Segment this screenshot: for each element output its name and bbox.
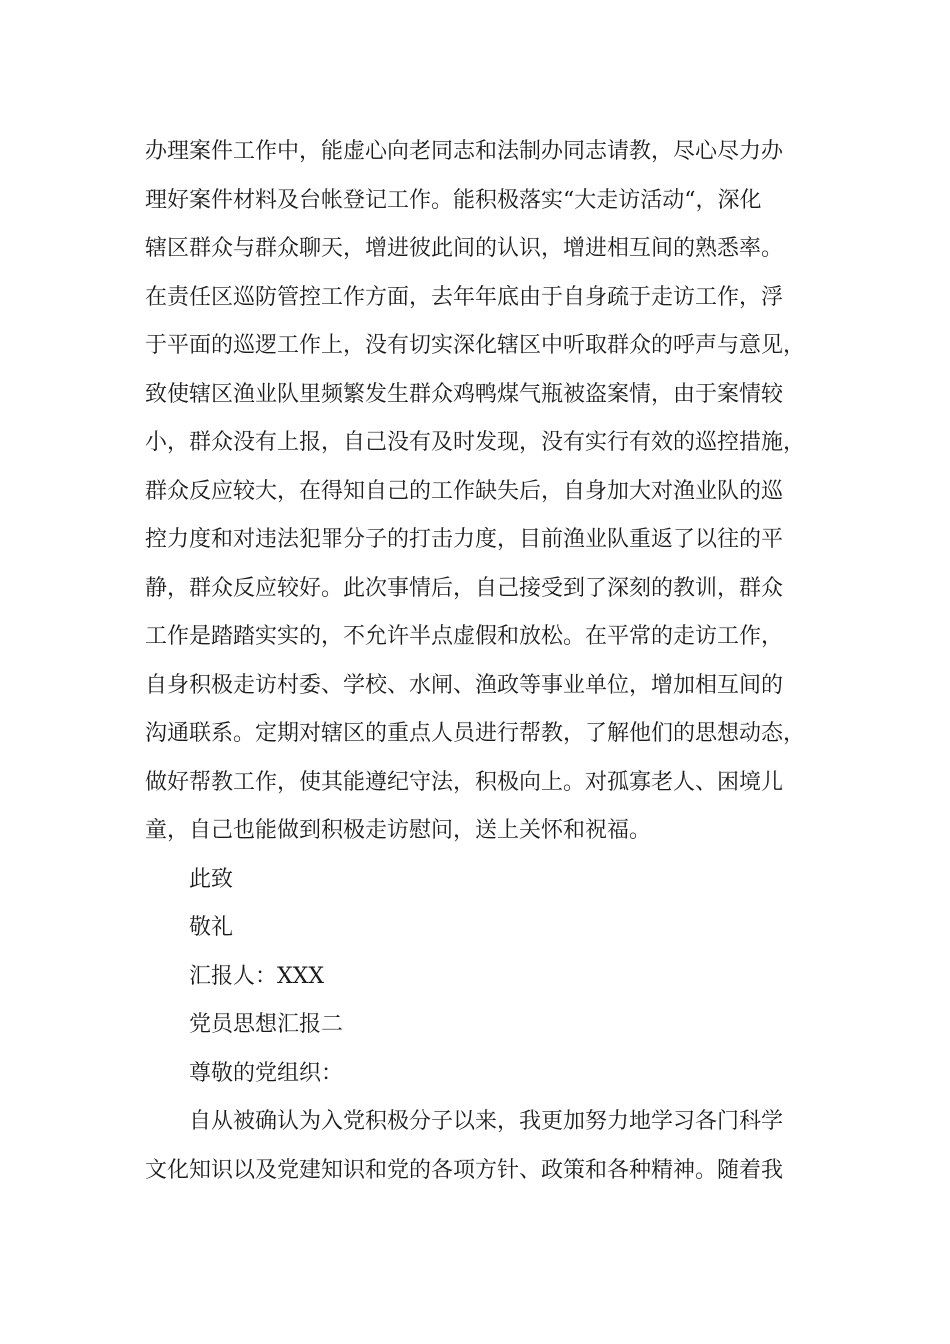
body-line: 自身积极走访村委、学校、水闸、渔政等事业单位，增加相互间的 — [145, 672, 784, 698]
body-line: 理好案件材料及台帐登记工作。能积极落实“大走访活动“，深化 — [145, 187, 762, 213]
body-line: 做好帮教工作，使其能遵纪守法，积极向上。对孤寡老人、困境儿 — [145, 769, 784, 795]
body-line: 文化知识以及党建知识和党的各项方针、政策和各种精神。随着我 — [145, 1157, 784, 1183]
closing-jing-li: 敬礼 — [189, 915, 234, 940]
closing-ci-zhi: 此致 — [189, 866, 234, 892]
salutation: 尊敬的党组织： — [189, 1060, 344, 1086]
body-line: 辖区群众与群众聊天，增进彼此间的认识，增进相互间的熟悉率。 — [145, 236, 784, 261]
body-line: 沟通联系。定期对辖区的重点人员进行帮教，了解他们的思想动态， — [145, 721, 806, 746]
body-line: 在责任区巡防管控工作方面，去年年底由于自身疏于走访工作，浮 — [145, 284, 784, 310]
reporter-line: 汇报人：XXX — [189, 963, 324, 989]
document-body — [145, 128, 825, 1195]
body-line: 小，群众没有上报，自己没有及时发现，没有实行有效的巡控措施， — [145, 430, 806, 455]
section-title: 党员思想汇报二 — [189, 1012, 344, 1037]
body-line: 静，群众反应较好。此次事情后，自己接受到了深刻的教训，群众 — [145, 575, 784, 601]
body-line: 办理案件工作中，能虚心向老同志和法制办同志请教，尽心尽力办 — [145, 139, 784, 164]
body-line: 自从被确认为入党积极分子以来，我更加努力地学习各门科学 — [189, 1109, 784, 1134]
body-line: 于平面的巡逻工作上，没有切实深化辖区中听取群众的呼声与意见， — [145, 333, 806, 358]
body-line: 控力度和对违法犯罪分子的打击力度，目前渔业队重返了以往的平 — [145, 527, 784, 552]
body-line: 工作是踏踏实实的，不允许半点虚假和放松。在平常的走访工作， — [145, 624, 784, 649]
body-line: 致使辖区渔业队里频繁发生群众鸡鸭煤气瓶被盗案情，由于案情较 — [145, 381, 784, 407]
body-line: 群众反应较大，在得知自己的工作缺失后，自身加大对渔业队的巡 — [145, 478, 784, 504]
body-line: 童，自己也能做到积极走访慰问，送上关怀和祝福。 — [145, 818, 652, 843]
